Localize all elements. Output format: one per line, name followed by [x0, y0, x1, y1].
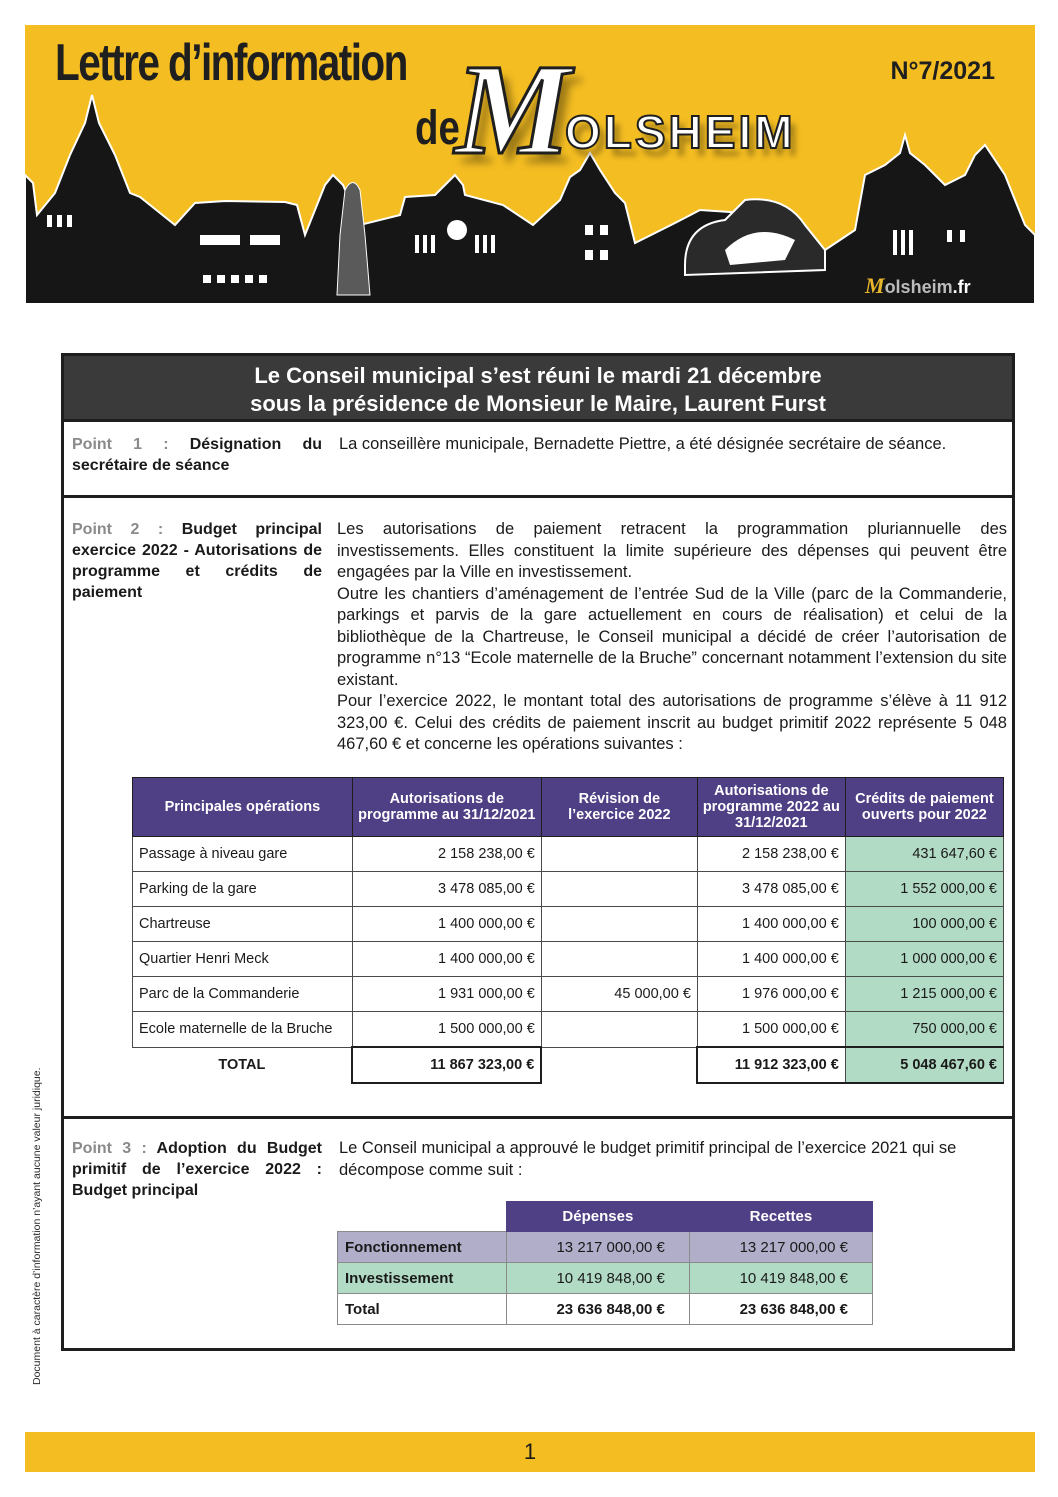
col-header-blank: [338, 1202, 507, 1232]
point-2-prefix: Point 2 :: [72, 521, 164, 538]
ap-2021-value: 1 931 000,00 €: [352, 977, 541, 1012]
issue-number: N°7/2021: [890, 57, 995, 85]
col-header-recettes: Recettes: [689, 1202, 872, 1232]
total-ap-2022: 11 912 323,00 €: [697, 1047, 845, 1083]
recettes-value: 10 419 848,00 €: [689, 1263, 872, 1294]
table-row: [338, 1263, 873, 1294]
point-1-text: La conseillère municipale, Bernadette Piettre, a été désignée secrétaire de séance.: [339, 435, 947, 453]
revision-value: [541, 872, 697, 907]
section-divider: [64, 1116, 1012, 1119]
point-1-label: [72, 434, 322, 476]
table-row: [133, 977, 1004, 1012]
page-number: 1: [523, 1439, 537, 1464]
ap-2022-value: 1 500 000,00 €: [697, 1012, 845, 1048]
molsheim-logo-text: OLSHEIM: [565, 106, 796, 158]
site-logo-m: M: [865, 273, 885, 298]
total-ap-2021: 11 867 323,00 €: [352, 1047, 541, 1083]
budget-summary-table: [337, 1201, 873, 1325]
table-row: [133, 837, 1004, 872]
point-3-label: [72, 1138, 322, 1201]
ap-2022-value: 3 478 085,00 €: [697, 872, 845, 907]
total-cp-2022: 5 048 467,60 €: [845, 1047, 1003, 1083]
point-3-text: Le Conseil municipal a approuvé le budget primitif principal de l’exercice 2021 qui se décompose comme suit :: [339, 1139, 957, 1179]
table-total-row: [338, 1294, 873, 1325]
operation-name: Parc de la Commanderie: [133, 977, 353, 1012]
point-2-label: [72, 519, 322, 603]
ap-2021-value: 1 400 000,00 €: [352, 942, 541, 977]
col-header-ap-2021: Autorisations de programme au 31/12/2021: [352, 778, 541, 837]
site-name: olsheim: [884, 277, 953, 297]
programme-authorisations-table: [132, 777, 1004, 1084]
cp-2022-value: 1 552 000,00 €: [845, 872, 1003, 907]
point-2-title: Budget principal exercice 2022 - Autorisations de programme et crédits de paiement: [72, 521, 322, 601]
budget-section-label: Fonctionnement: [338, 1232, 507, 1263]
point-3-prefix: Point 3 :: [72, 1140, 147, 1157]
cp-2022-value: 1 000 000,00 €: [845, 942, 1003, 977]
point-1-title: Désignation du secrétaire de séance: [72, 436, 322, 474]
recettes-total: 23 636 848,00 €: [689, 1294, 872, 1325]
depenses-value: 13 217 000,00 €: [506, 1232, 689, 1263]
meeting-header-line1: Le Conseil municipal s’est réuni le mardi 21 décembre: [254, 363, 822, 388]
table-total-row: [133, 1047, 1004, 1083]
operation-name: Ecole maternelle de la Bruche: [133, 1012, 353, 1048]
point-2-text: [337, 519, 1007, 756]
revision-value: [541, 907, 697, 942]
newsletter-title-de: de: [415, 102, 460, 155]
table-row: [133, 942, 1004, 977]
col-header-operations: Principales opérations: [133, 778, 353, 837]
council-report-frame: [61, 353, 1015, 1351]
ap-2021-value: 3 478 085,00 €: [352, 872, 541, 907]
table-row: [338, 1232, 873, 1263]
col-header-cp-2022: Crédits de paiement ouverts pour 2022: [845, 778, 1003, 837]
ap-2022-value: 1 400 000,00 €: [697, 942, 845, 977]
operation-name: Quartier Henri Meck: [133, 942, 353, 977]
budget-section-label: Total: [338, 1294, 507, 1325]
ap-2022-value: 2 158 238,00 €: [697, 837, 845, 872]
operation-name: Chartreuse: [133, 907, 353, 942]
table-row: [133, 1012, 1004, 1048]
revision-value: [541, 1012, 697, 1048]
total-revision: [541, 1047, 697, 1083]
table-header-row: [338, 1202, 873, 1232]
cp-2022-value: 431 647,60 €: [845, 837, 1003, 872]
point-1-prefix: Point 1 :: [72, 436, 169, 453]
page-footer: [25, 1432, 1035, 1472]
total-label: TOTAL: [218, 1057, 266, 1074]
recettes-value: 13 217 000,00 €: [689, 1232, 872, 1263]
col-header-revision-2022: Révision de l’exercice 2022: [541, 778, 697, 837]
ap-2022-value: 1 400 000,00 €: [697, 907, 845, 942]
col-header-depenses: Dépenses: [506, 1202, 689, 1232]
cp-2022-value: 100 000,00 €: [845, 907, 1003, 942]
revision-value: [541, 837, 697, 872]
table-row: [133, 907, 1004, 942]
operation-name: Passage à niveau gare: [133, 837, 353, 872]
table-header-row: [133, 778, 1004, 837]
meeting-header-line2: sous la présidence de Monsieur le Maire, Laurent Furst: [250, 391, 826, 416]
depenses-value: 10 419 848,00 €: [506, 1263, 689, 1294]
section-divider: [64, 495, 1012, 498]
ap-2022-value: 1 976 000,00 €: [697, 977, 845, 1012]
ap-2021-value: 1 400 000,00 €: [352, 907, 541, 942]
revision-value: [541, 942, 697, 977]
newsletter-title: Lettre d’information: [55, 34, 407, 92]
operation-name: Parking de la gare: [133, 872, 353, 907]
budget-section-label: Investissement: [338, 1263, 507, 1294]
molsheim-logo-m: M: [455, 38, 571, 182]
meeting-header: [64, 356, 1012, 422]
col-header-ap-2022: Autorisations de programme 2022 au 31/12/2021: [697, 778, 845, 837]
point-2-paragraph: Les autorisations de paiement retracent la programmation pluriannuelle des investissements. Elles constituent la limite supérieure des dépenses qui peuvent être engagées par la Ville en investissement.: [337, 520, 1007, 581]
cp-2022-value: 750 000,00 €: [845, 1012, 1003, 1048]
cp-2022-value: 1 215 000,00 €: [845, 977, 1003, 1012]
ap-2021-value: 1 500 000,00 €: [352, 1012, 541, 1048]
newsletter-banner: [25, 25, 1035, 304]
table-row: [133, 872, 1004, 907]
revision-value: 45 000,00 €: [541, 977, 697, 1012]
legal-disclaimer: Document à caractère d’information n’ayant aucune valeur juridique.: [31, 1067, 43, 1385]
point-2-paragraph: Outre les chantiers d’aménagement de l’entrée Sud de la Ville (parc de la Commanderie, parkings et parvis de la gare actuellement en cours de réalisation) et celui de la bibliothèque de la Chartreuse, le Conseil municipal a décidé de créer l’autorisation de programme n°13 “Ecole maternelle de la Bruche” concernant notamment l’extension du site existant.: [337, 584, 1007, 689]
ap-2021-value: 2 158 238,00 €: [352, 837, 541, 872]
depenses-total: 23 636 848,00 €: [506, 1294, 689, 1325]
website-link[interactable]: [865, 273, 971, 299]
point-3-title: Adoption du Budget primitif de l’exercice 2022 : Budget principal: [72, 1140, 322, 1199]
point-2-paragraph: Pour l’exercice 2022, le montant total des autorisations de programme s’élève à 11 912 323,00 €. Celui des crédits de paiement inscrit au budget primitif 2022 représente 5 048 467,60 € et concerne les opérations suivantes :: [337, 692, 1007, 753]
site-tld: .fr: [952, 277, 971, 297]
